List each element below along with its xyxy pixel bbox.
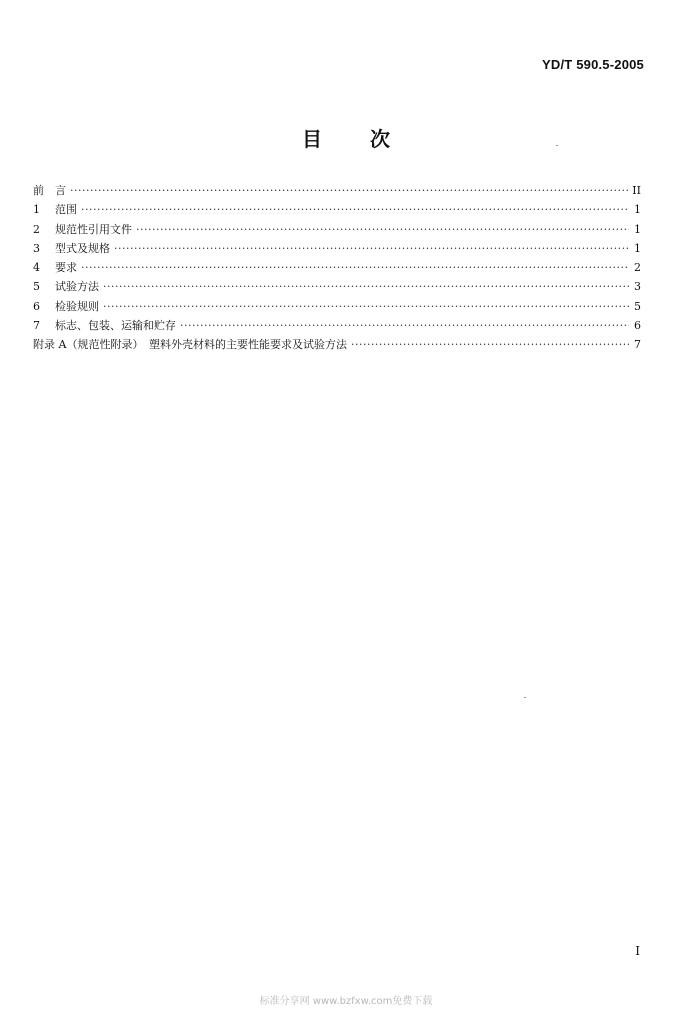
toc-leader-dots	[180, 316, 629, 335]
toc-entry-label: 要求	[55, 261, 77, 275]
toc-entry-annex-a[interactable]	[33, 335, 641, 354]
toc-entry-page: 3	[634, 280, 641, 294]
toc-entry-label: 规范性引用文件	[55, 222, 132, 236]
toc-leader-dots	[81, 200, 629, 219]
toc-entry-number: 1	[33, 203, 40, 217]
toc-entry-number: 7	[33, 319, 40, 333]
toc-entry-label: 附录 A（规范性附录） 塑料外壳材料的主要性能要求及试验方法	[33, 338, 347, 352]
toc-leader-dots	[114, 239, 629, 258]
toc-entry-inspection-rules[interactable]	[33, 297, 641, 316]
toc-entry-page: 2	[634, 261, 641, 275]
toc-entry-number: 5	[33, 280, 40, 294]
toc-entry-foreword[interactable]	[33, 181, 641, 200]
watermark: 标准分享网 www.bzfxw.com免费下载	[259, 996, 433, 1007]
toc-entry-number: 6	[33, 299, 40, 313]
toc-entry-page: 6	[634, 319, 641, 333]
toc-entry-number: 2	[33, 222, 40, 236]
toc-entry-page: 5	[634, 299, 641, 313]
page-number: I	[635, 944, 640, 958]
toc-entry-label: 型式及规格	[55, 241, 110, 255]
scan-speck	[524, 697, 526, 698]
toc-leader-dots	[70, 181, 628, 200]
toc-entry-label: 前 言	[33, 184, 66, 197]
toc-entry-marking-packaging[interactable]	[33, 316, 641, 335]
table-of-contents	[33, 181, 641, 355]
toc-entry-page: 1	[634, 241, 641, 255]
toc-entry-label: 范围	[55, 203, 77, 217]
toc-entry-label: 试验方法	[55, 280, 99, 294]
toc-entry-label: 检验规则	[55, 299, 99, 313]
toc-leader-dots	[136, 220, 629, 239]
toc-entry-types[interactable]	[33, 239, 641, 258]
toc-entry-page: 1	[634, 222, 641, 236]
toc-entry-test-methods[interactable]	[33, 277, 641, 296]
toc-entry-normative-references[interactable]	[33, 220, 641, 239]
toc-title-char-2: 次	[370, 127, 390, 151]
scan-speck	[556, 145, 558, 146]
toc-entry-requirements[interactable]	[33, 258, 641, 277]
toc-entry-number: 3	[33, 241, 40, 255]
toc-entry-label: 标志、包装、运输和贮存	[55, 319, 176, 333]
standard-code: YD/T 590.5-2005	[541, 57, 644, 72]
toc-entry-page: 7	[634, 338, 641, 352]
toc-leader-dots	[103, 297, 629, 316]
toc-entry-number: 4	[33, 261, 40, 275]
toc-title-char-1: 目	[302, 127, 322, 151]
toc-entry-page: 1	[634, 203, 641, 217]
toc-leader-dots	[103, 277, 629, 296]
toc-title	[0, 123, 692, 152]
toc-leader-dots	[351, 335, 629, 354]
toc-leader-dots	[81, 258, 629, 277]
toc-entry-scope[interactable]	[33, 200, 641, 219]
toc-entry-page: II	[632, 184, 641, 197]
